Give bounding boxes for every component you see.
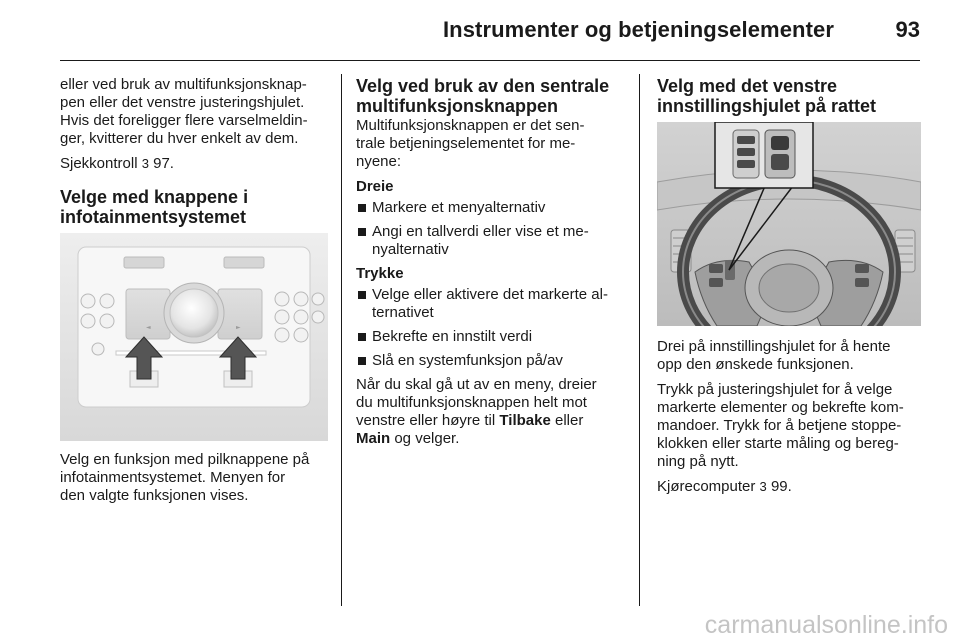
press-list [356,286,624,370]
list-item: Bekrefte en innstilt verdi [356,328,624,346]
col2-outro: Når du skal gå ut av en meny, dreier du multifunksjonsknappen helt mot venstre eller høyre til Tilbake eller Main og velger. [356,376,597,447]
col2-intro: Multifunksjonsknappen er det sen- trale betjeningselementet for me- nyene: [356,117,585,170]
bullet-icon [358,291,366,299]
col3-heading: Velg med det venstre innstillingshjulet på rattet [657,76,877,116]
xref-arrow-icon: 3 [759,479,767,494]
watermark: carmanualsonline.info [704,611,948,639]
left-key-symbol: ◄ [146,324,151,331]
column-divider-1 [341,74,342,606]
bullet-icon [358,228,366,236]
column-1 [60,76,328,512]
bullet-icon [358,204,366,212]
col1-heading: Velge med knappene i infotainmentsystemet [60,187,249,227]
column-2 [356,76,624,455]
col1-intro: eller ved bruk av multifunksjonsknap- pen eller det venstre justeringshjulet. Hvis det foreligger flere varselmeldin- ger, kvitterer du hver enkelt av dem. [60,76,308,147]
page-number: 93 [895,17,920,42]
steering-wheel-figure [657,122,921,326]
infotainment-panel-figure [60,233,328,441]
col2-heading: Velg ved bruk av den sentrale multifunksjonsknappen [356,76,610,116]
right-key-symbol: ► [236,324,241,331]
col3-p1: Drei på innstillingshjulet for å hente opp den ønskede funksjonen. [657,338,891,373]
list-item: Angi en tallverdi eller vise et me- nyalternativ [356,223,624,259]
col1-caption: Velg en funksjon med pilknappene på infotainmentsystemet. Menyen for den valgte funksjonen vises. [60,451,310,504]
press-label: Trykke [356,265,404,282]
bullet-icon [358,357,366,365]
main-label: Main [356,430,391,447]
list-item: Slå en systemfunksjon på/av [356,352,624,370]
turn-list [356,199,624,259]
list-item: Velge eller aktivere det markerte al- ternativet [356,286,624,322]
column-3 [657,76,927,503]
xref-arrow-icon: 3 [141,156,149,171]
turn-label: Dreie [356,178,394,195]
column-divider-2 [639,74,640,606]
list-item: Markere et menyalternativ [356,199,624,217]
bullet-icon [358,333,366,341]
page-title: Instrumenter og betjeningselementer [442,17,834,42]
tilbake-label: Tilbake [499,412,551,429]
col3-p2: Trykk på justeringshjulet for å velge markerte elementer og bekrefte kom- mandoer. Trykk for å betjene stoppe- klokken eller starte måling og bereg- ning på nytt. [657,381,904,470]
col1-xref[interactable]: Sjekkontroll 3 97. [60,155,174,172]
header-rule [60,60,920,61]
col3-xref[interactable]: Kjørecomputer 3 99. [657,478,792,495]
